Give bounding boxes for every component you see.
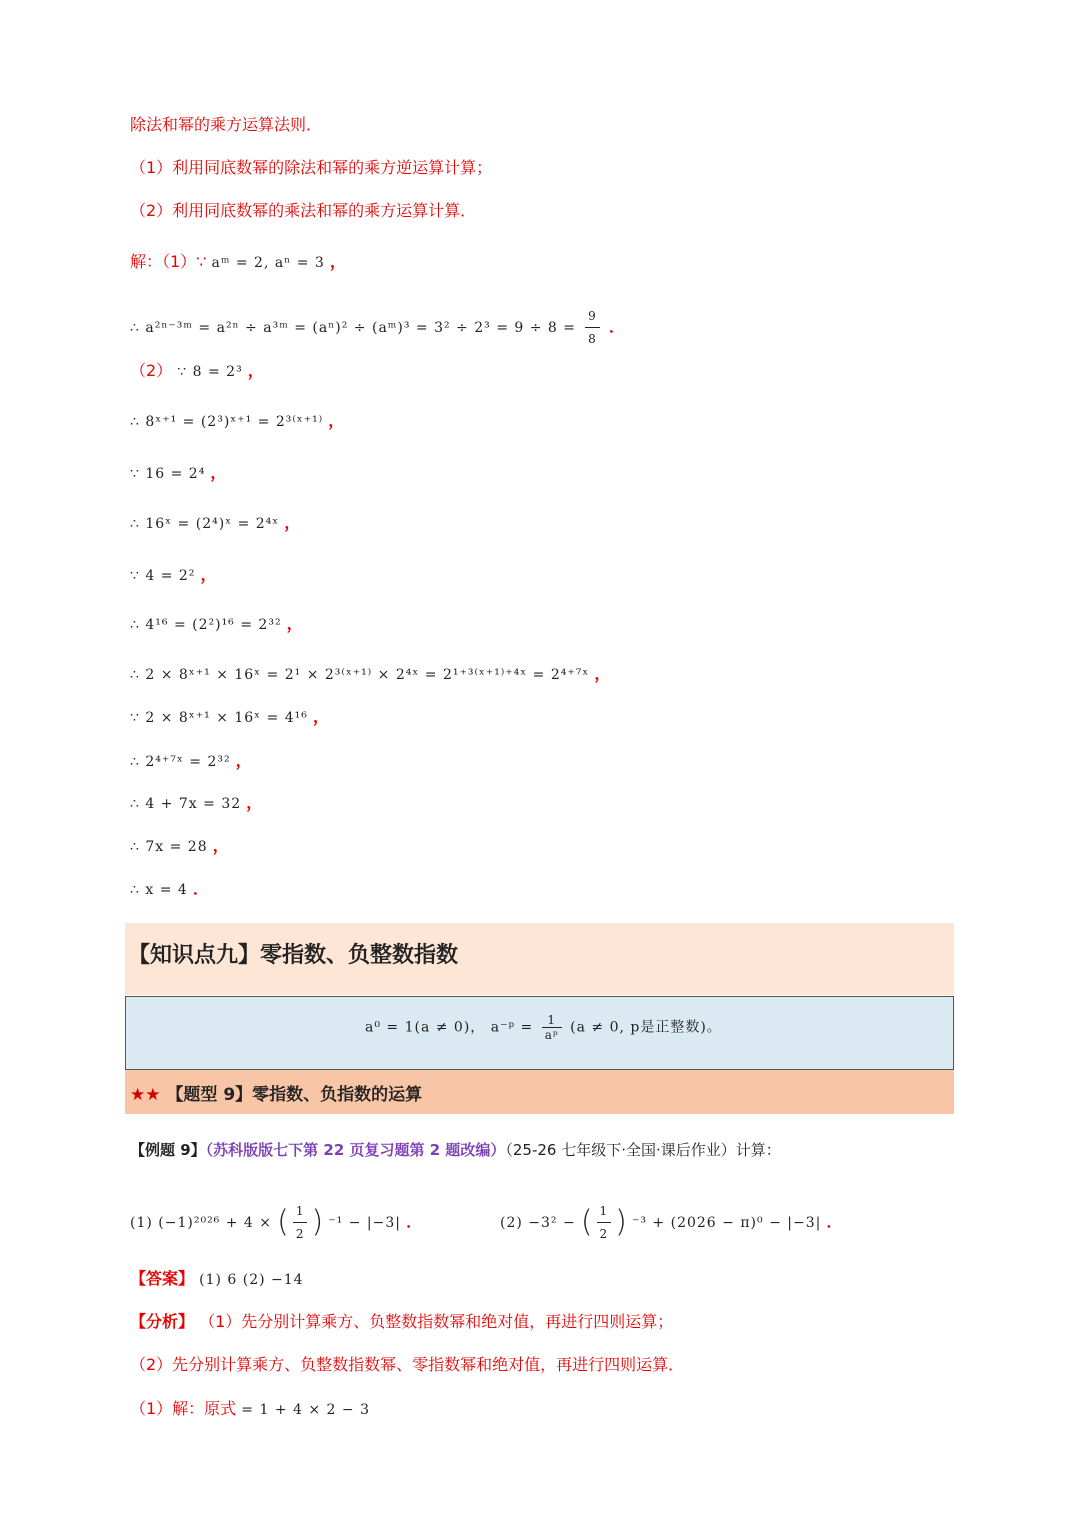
period: ． <box>608 317 625 336</box>
fraction-numerator: 1 <box>597 1200 612 1223</box>
example-header <box>130 1139 781 1161</box>
example-label: 【例题 9】 <box>130 1141 206 1159</box>
math-expression: ∴ 4¹⁶ = (2²)¹⁶ = 2³² <box>130 617 282 633</box>
math-expression: ∴ 8ˣ⁺¹ = (2³)ˣ⁺¹ = 2³⁽ˣ⁺¹⁾ <box>130 414 324 430</box>
math-expression: aᵐ = 2, aⁿ = 3 <box>211 255 325 271</box>
equation-line <box>130 512 300 535</box>
equation-line <box>130 462 226 485</box>
comma: ， <box>312 707 329 726</box>
math-expression: (2) −3² − <box>500 1215 576 1231</box>
answer-line <box>130 1268 304 1291</box>
equation-line <box>130 835 229 858</box>
equation-line <box>130 305 625 350</box>
formula <box>365 1013 722 1042</box>
math-expression: ∴ a²ⁿ⁻³ᵐ = a²ⁿ ÷ a³ᵐ = (aⁿ)² ÷ (aᵐ)³ = 3² ÷ 2³ = 9 ÷ 8 = <box>130 320 577 336</box>
equation-line <box>130 663 610 686</box>
equation-line <box>130 706 329 729</box>
question-type-title <box>130 1080 422 1105</box>
fraction-denominator: 2 <box>599 1227 609 1241</box>
comma: ， <box>286 614 303 633</box>
left-paren: ( <box>277 1204 289 1240</box>
equation-line <box>130 878 209 901</box>
fraction-denominator: 2 <box>295 1227 305 1241</box>
example-source: （苏科版版七下第 22 页复习题第 2 题改编） <box>205 1141 506 1159</box>
math-expression: ∵ 16 = 2⁴ <box>130 466 206 482</box>
fraction <box>293 1200 308 1245</box>
math-expression: a⁰ = 1(a ≠ 0)， a⁻ᵖ = <box>365 1019 534 1036</box>
answer-label: 【答案】 <box>130 1269 195 1288</box>
equation-line <box>130 792 262 815</box>
period: ． <box>406 1212 423 1231</box>
math-expression: (1) (−1)²⁰²⁶ + 4 × <box>130 1215 273 1231</box>
solution-label: 解：（1）∵ <box>130 252 207 271</box>
star-icon: ★★ <box>130 1085 161 1105</box>
fraction <box>597 1200 612 1245</box>
example-tail: （25-26 七年级下·全国·课后作业）计算： <box>505 1141 781 1159</box>
solution-line <box>130 1398 370 1421</box>
question-2 <box>500 1200 842 1245</box>
fraction-denominator: 8 <box>588 332 597 346</box>
math-expression: ∴ 2 × 8ˣ⁺¹ × 16ˣ = 2¹ × 2³⁽ˣ⁺¹⁾ × 2⁴ˣ = 2¹⁺³⁽ˣ⁺¹⁾⁺⁴ˣ = 2⁴⁺⁷ˣ <box>130 667 590 683</box>
comma: ， <box>235 751 252 770</box>
knowledge-point-title: 【知识点九】零指数、负整数指数 <box>128 943 459 968</box>
analysis-line <box>130 1311 673 1333</box>
comma: ， <box>328 411 345 430</box>
equation-line <box>130 360 264 383</box>
solution-line <box>130 251 346 274</box>
right-paren: ) <box>311 1204 324 1240</box>
period: ． <box>826 1212 843 1231</box>
question-1 <box>130 1200 422 1245</box>
math-expression: ∴ 7x = 28 <box>130 839 208 855</box>
fraction-numerator: 1 <box>293 1200 308 1223</box>
fraction-numerator: 1 <box>542 1013 562 1028</box>
text-line: 除法和幂的乘方运算法则． <box>130 115 323 134</box>
fraction <box>585 305 600 350</box>
comma: ， <box>284 513 301 532</box>
text-line: （1）利用同底数幂的除法和幂的乘方逆运算计算； <box>130 158 493 177</box>
right-paren: ) <box>615 1204 627 1240</box>
part-label: （2） <box>130 361 173 380</box>
math-expression: ⁻³ + (2026 − π)⁰ − |−3| <box>631 1215 822 1231</box>
equation-line <box>130 564 217 587</box>
analysis-label: 【分析】 <box>130 1312 195 1331</box>
equation-line <box>130 613 303 636</box>
fraction-denominator: aᵖ <box>544 1028 559 1042</box>
math-expression: ∴ 16ˣ = (2⁴)ˣ = 2⁴ˣ <box>130 516 280 532</box>
left-paren: ( <box>580 1204 593 1240</box>
math-expression: (a ≠ 0, p是正整数)。 <box>570 1019 722 1036</box>
analysis-line: （2）先分别计算乘方、负整数指数幂、零指数幂和绝对值，再进行四则运算． <box>130 1355 685 1374</box>
fraction <box>542 1013 562 1042</box>
math-expression: ⁻¹ − |−3| <box>328 1215 401 1231</box>
math-expression: ∴ 4 + 7x = 32 <box>130 796 242 812</box>
comma: ， <box>210 463 227 482</box>
comma: ， <box>594 664 611 683</box>
comma: ， <box>246 793 263 812</box>
math-expression: ∴ 2⁴⁺⁷ˣ = 2³² <box>130 754 231 770</box>
period: ． <box>192 879 209 898</box>
math-expression: = 1 + 4 × 2 − 3 <box>241 1402 370 1418</box>
comma: ， <box>212 836 229 855</box>
analysis-text: （1）先分别计算乘方、负整数指数幂和绝对值，再进行四则运算； <box>199 1312 674 1331</box>
equation-line <box>130 750 252 773</box>
comma: ， <box>329 252 346 271</box>
math-expression: ∵ 4 = 2² <box>130 568 196 584</box>
equation-line <box>130 410 344 433</box>
math-expression: ∴ x = 4 <box>130 882 188 898</box>
comma: ， <box>200 565 217 584</box>
comma: ， <box>247 361 264 380</box>
solution-label: （1）解：原式 <box>130 1399 237 1418</box>
fraction-numerator: 9 <box>585 305 600 328</box>
answer-value: (1) 6 (2) −14 <box>199 1272 304 1288</box>
question-type-label: 【题型 9】零指数、负指数的运算 <box>166 1085 423 1105</box>
math-expression: ∵ 2 × 8ˣ⁺¹ × 16ˣ = 4¹⁶ <box>130 710 308 726</box>
text-line: （2）利用同底数幂的乘法和幂的乘方运算计算． <box>130 201 477 220</box>
math-expression: ∵ 8 = 2³ <box>177 364 243 380</box>
